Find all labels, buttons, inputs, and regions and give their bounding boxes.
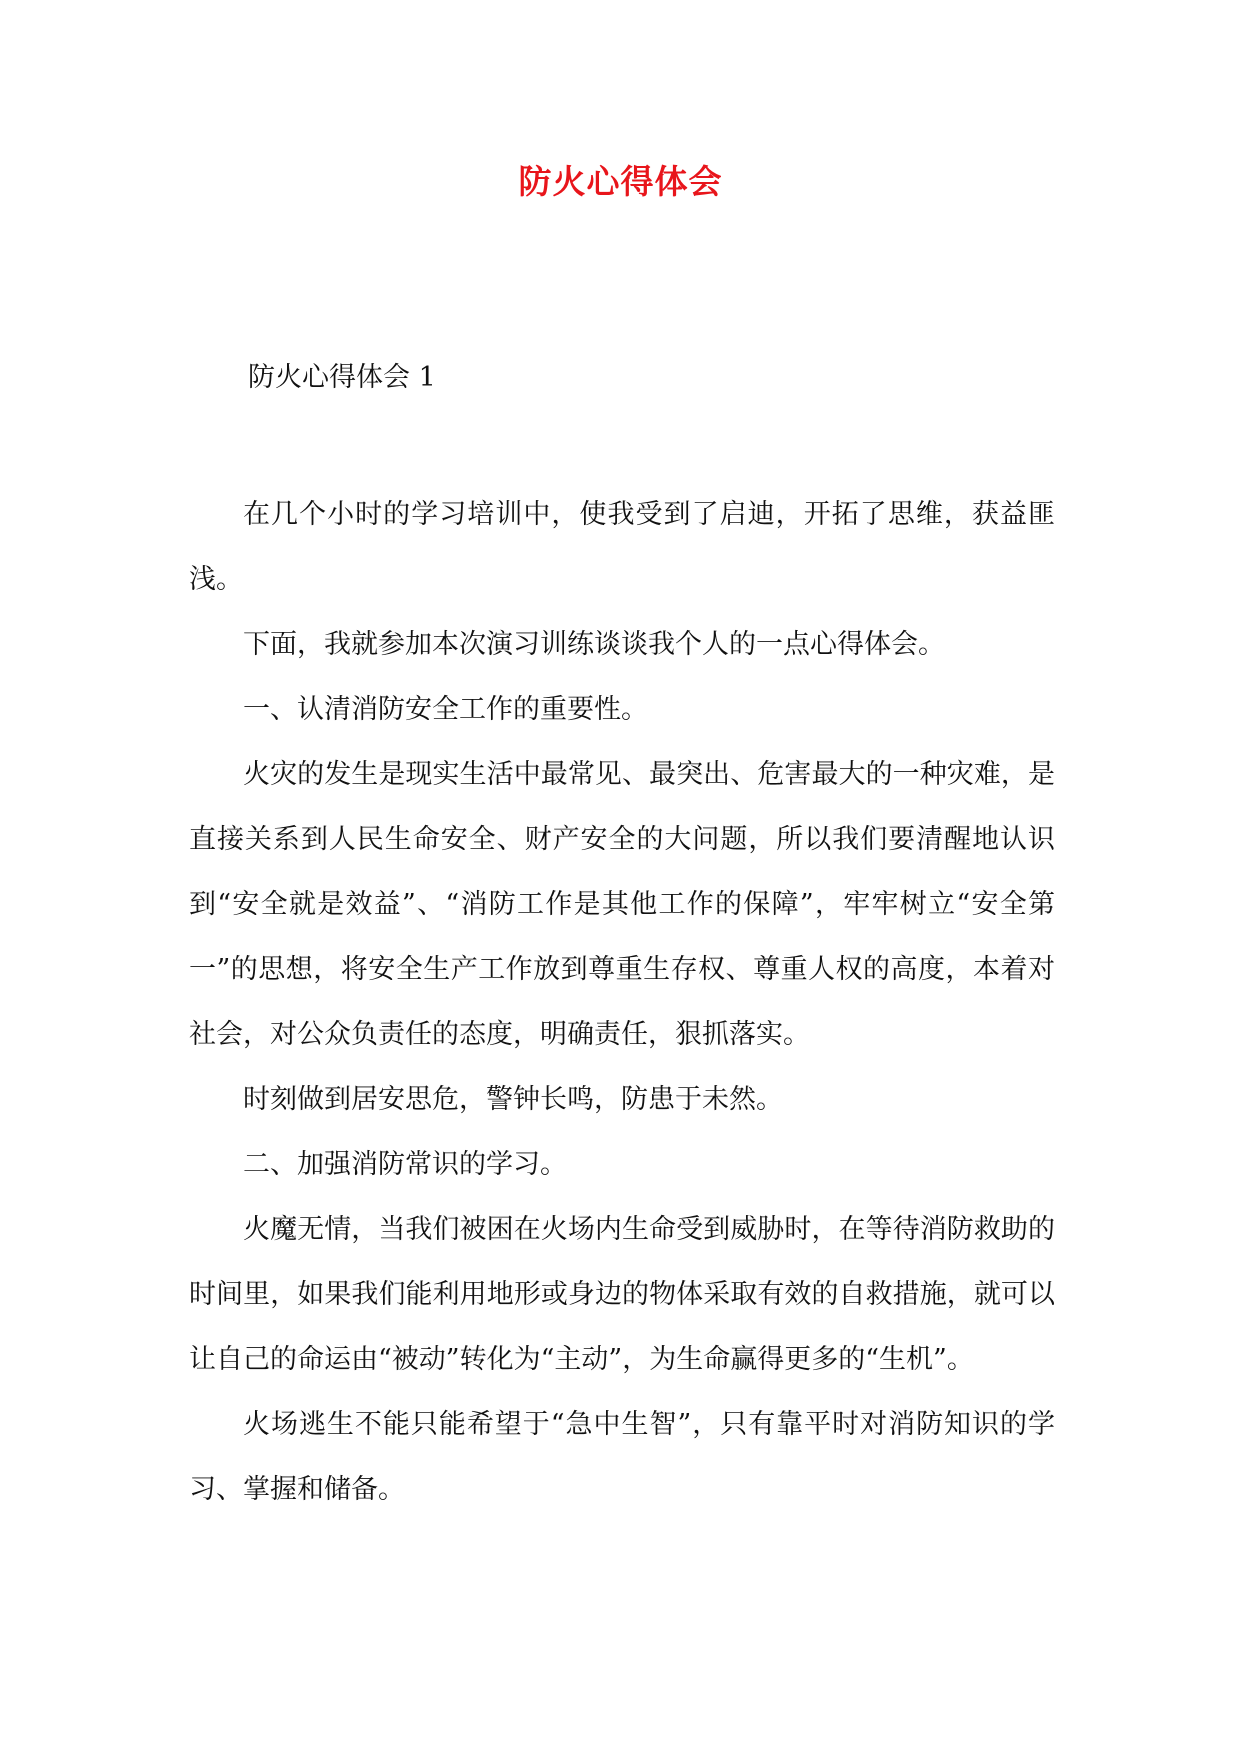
paragraph: 在几个小时的学习培训中，使我受到了启迪，开拓了思维，获益匪浅。 (189, 499, 1055, 595)
paragraph: 下面，我就参加本次演习训练谈谈我个人的一点心得体会。 (243, 629, 945, 660)
paragraph: 时刻做到居安思危，警钟长鸣，防患于未然。 (243, 1084, 783, 1115)
paragraph: 火灾的发生是现实生活中最常见、最突出、危害最大的一种灾难，是直接关系到人民生命安全、财产安全的大问题，所以我们要清醒地认识到“安全就是效益”、“消防工作是其他工作的保障”，牢牢树立“安全第一”的思想，将安全生产工作放到尊重生存权、尊重人权的高度，本着对社会，对公众负责任的态度，明确责任，狠抓落实。 (189, 759, 1055, 1050)
document-body (189, 482, 1055, 1522)
paragraph: 火魔无情，当我们被困在火场内生命受到威胁时，在等待消防救助的时间里，如果我们能利用地形或身边的物体采取有效的自救措施，就可以让自己的命运由“被动”转化为“主动”，为生命赢得更多的“生机”。 (189, 1214, 1055, 1375)
paragraph: 一、认清消防安全工作的重要性。 (243, 694, 648, 725)
paragraph: 二、加强消防常识的学习。 (243, 1149, 567, 1180)
paragraph: 火场逃生不能只能希望于“急中生智”，只有靠平时对消防知识的学习、掌握和储备。 (189, 1409, 1055, 1505)
document-title: 防火心得体会 (518, 162, 723, 201)
section-heading: 防火心得体会 1 (248, 362, 436, 393)
